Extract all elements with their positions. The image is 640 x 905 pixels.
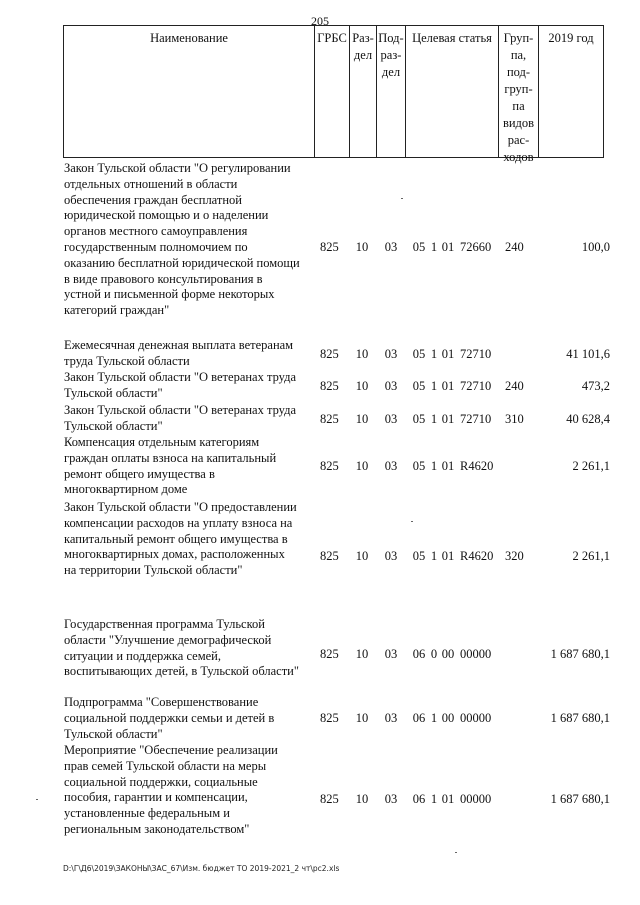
row-podrazdel: 03 [384,240,398,254]
row-grbs: 825 [320,792,339,806]
header-razdel: Раз- дел [350,26,377,157]
table-row [0,403,640,435]
row-expense-type: 240 [505,240,524,254]
scan-speck [401,198,403,199]
row-program: 05 [412,240,426,254]
row-grbs: 825 [320,347,339,361]
row-name: Компенсация отдельным категориям граждан оплаты взноса на капитальный ремонт общего имущества в многоквартирном доме [64,435,277,497]
row-razdel: 10 [355,347,369,361]
row-value: 1 687 680,1 [550,711,610,725]
row-podrazdel: 03 [384,412,398,426]
row-name: Закон Тульской области "О ветеранах труда Тульской области" [64,370,297,400]
page-number: 205 [311,14,329,28]
row-value: 1 687 680,1 [550,792,610,806]
row-razdel: 10 [355,459,369,473]
row-podrazdel: 03 [384,347,398,361]
row-direction: 72710 [460,412,492,426]
row-subprogram: 1 [430,412,438,426]
row-razdel: 10 [355,549,369,563]
row-program: 06 [412,792,426,806]
header-grbs: ГРБС [315,26,350,157]
scan-speck [36,799,38,800]
header-target-article: Целевая статья [406,26,499,157]
header-podrazdel: Под- раз- дел [377,26,406,157]
table-row [0,500,640,580]
table-row [0,161,640,321]
row-podrazdel: 03 [384,647,398,661]
row-grbs: 825 [320,379,339,393]
row-subprogram: 1 [430,379,438,393]
row-program: 05 [412,347,426,361]
row-podrazdel: 03 [384,459,398,473]
scan-speck [411,521,413,522]
row-event: 01 [441,240,455,254]
header-year-2019: 2019 год [548,31,594,45]
row-subprogram: 1 [430,792,438,806]
row-grbs: 825 [320,549,339,563]
row-grbs: 825 [320,240,339,254]
row-event: 01 [441,459,455,473]
row-direction: R4620 [460,549,494,563]
file-path-footer: D:\Г\Д6\2019\ЗАКОНЫ\ЗАС_67\Изм. бюджет ТО 2019-2021_2 чт\рс2.xls [63,864,340,873]
row-name: Государственная программа Тульской области "Улучшение демографической ситуации и поддержка семей, воспитывающих детей, в Тульской области" [64,617,299,679]
row-expense-type: 240 [505,379,524,393]
row-razdel: 10 [355,647,369,661]
row-value: 473,2 [581,379,610,393]
row-program: 05 [412,379,426,393]
row-direction: 72710 [460,347,492,361]
row-name: Мероприятие "Обеспечение реализации прав семей Тульской области на меры социальной поддержки, социальные пособия, гарантии и компенсации, установленные федеральным и региональным законодательством" [64,743,278,836]
row-grbs: 825 [320,459,339,473]
row-direction: 72660 [460,240,492,254]
row-event: 00 [441,711,455,725]
row-razdel: 10 [355,379,369,393]
row-subprogram: 1 [430,711,438,725]
row-name: Подпрограмма "Совершенствование социальной поддержки семьи и детей в Тульской области" [64,695,275,741]
row-event: 01 [441,792,455,806]
table-row [0,617,640,681]
row-program: 05 [412,459,426,473]
row-podrazdel: 03 [384,792,398,806]
row-subprogram: 1 [430,549,438,563]
row-grbs: 825 [320,711,339,725]
row-subprogram: 0 [430,647,438,661]
row-value: 2 261,1 [572,549,610,563]
table-row [0,695,640,743]
row-name: Закон Тульской области "О регулировании отдельных отношений в области обеспечения граждан бесплатной юридической помощью и о наделении органов местного самоуправления государственным полномочием по оказанию бесплатной юридической помощи в виде правового консультирования в устной и письменной форме некоторых категорий граждан" [64,161,300,318]
header-name: Наименование [64,26,315,157]
row-program: 05 [412,412,426,426]
row-podrazdel: 03 [384,711,398,725]
row-direction: R4620 [460,459,494,473]
row-subprogram: 1 [430,459,438,473]
row-subprogram: 1 [430,240,438,254]
row-value: 40 628,4 [566,412,610,426]
row-direction: 00000 [460,647,492,661]
header-expense-group: Груп- па, под- груп- па видов рас- ходов [499,26,539,157]
row-event: 01 [441,549,455,563]
row-razdel: 10 [355,412,369,426]
row-grbs: 825 [320,647,339,661]
scan-speck [455,852,457,853]
row-grbs: 825 [320,412,339,426]
row-name: Закон Тульской области "О предоставлении компенсации расходов на уплату взноса на капитальный ремонт общего имущества в многоквартирных домах, расположенных на территории Тульской области" [64,500,297,578]
row-podrazdel: 03 [384,379,398,393]
table-row [0,743,640,839]
row-event: 01 [441,347,455,361]
row-value: 41 101,6 [566,347,610,361]
row-podrazdel: 03 [384,549,398,563]
row-event: 01 [441,412,455,426]
row-expense-type: 310 [505,412,524,426]
row-value: 1 687 680,1 [550,647,610,661]
row-direction: 00000 [460,711,492,725]
row-program: 06 [412,711,426,725]
row-program: 06 [412,647,426,661]
row-name: Ежемесячная денежная выплата ветеранам труда Тульской области [64,338,294,368]
row-razdel: 10 [355,240,369,254]
row-value: 100,0 [581,240,610,254]
row-razdel: 10 [355,711,369,725]
row-razdel: 10 [355,792,369,806]
table-row [0,370,640,402]
row-value: 2 261,1 [572,459,610,473]
row-event: 00 [441,647,455,661]
row-name: Закон Тульской области "О ветеранах труда Тульской области" [64,403,297,433]
row-program: 05 [412,549,426,563]
table-row [0,435,640,499]
row-subprogram: 1 [430,347,438,361]
row-direction: 00000 [460,792,492,806]
row-event: 01 [441,379,455,393]
table-row [0,338,640,370]
row-direction: 72710 [460,379,492,393]
table-header [63,25,604,164]
row-expense-type: 320 [505,549,524,563]
